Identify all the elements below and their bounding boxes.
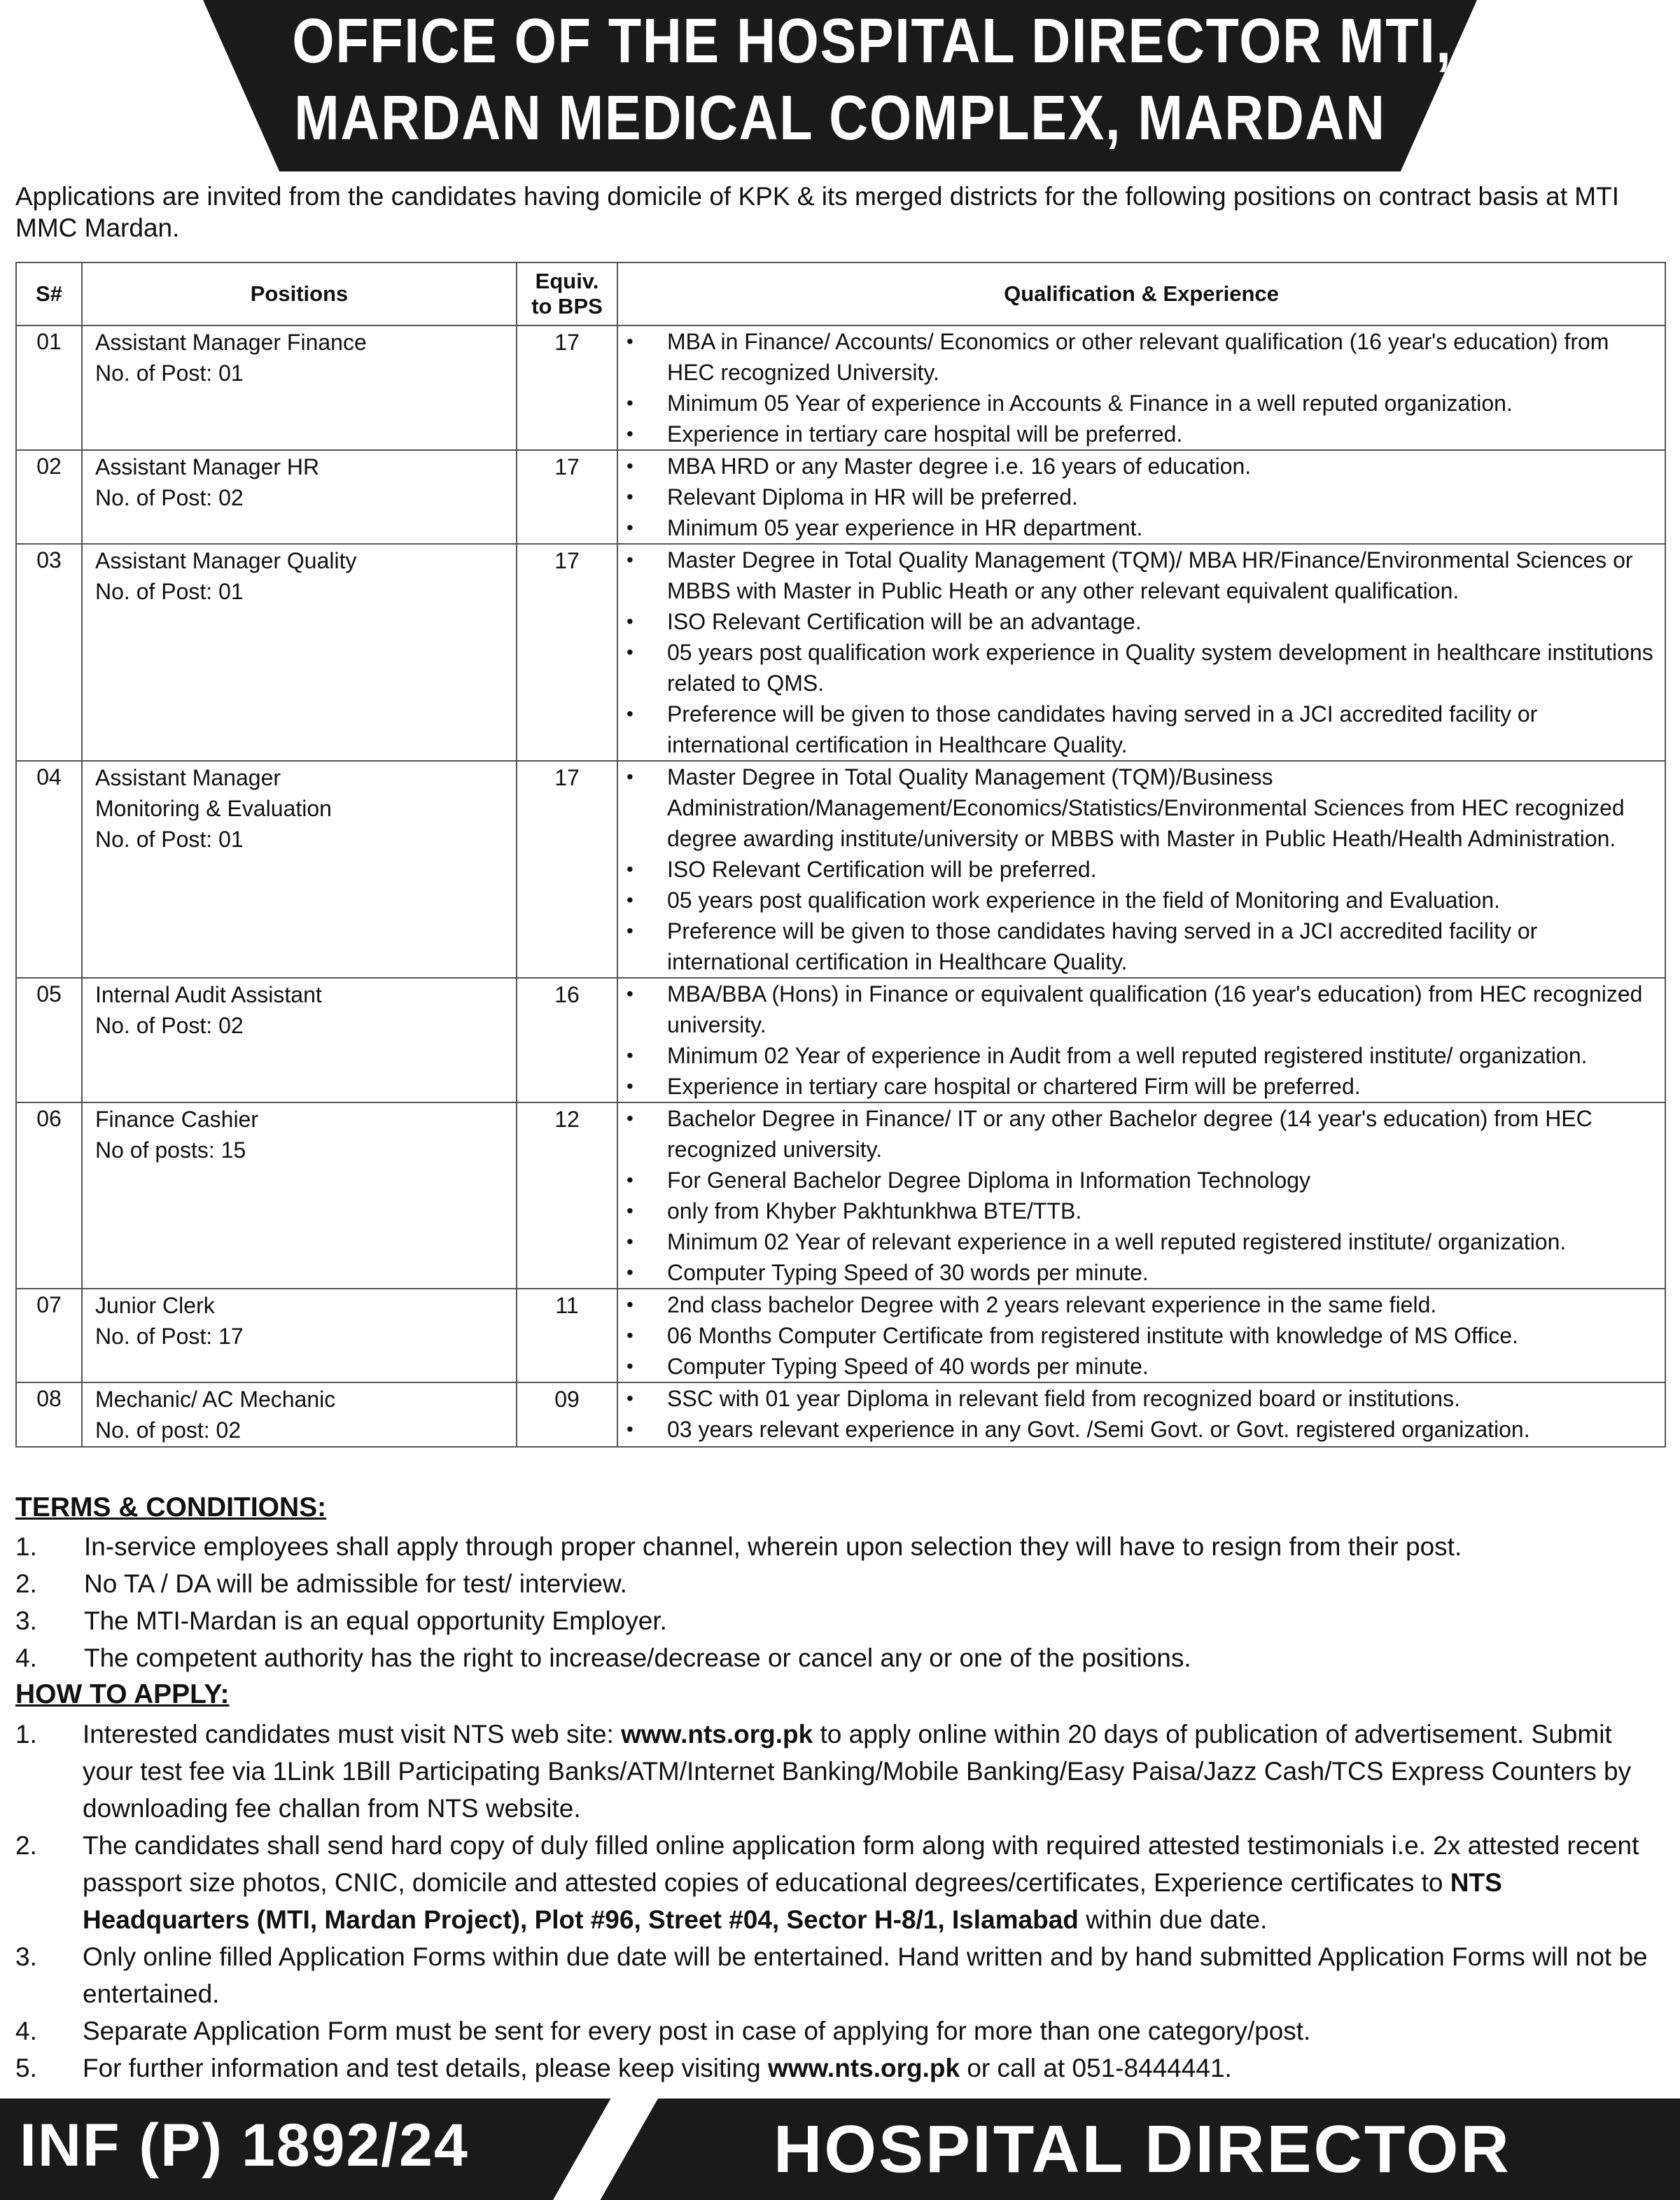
list-item: • Minimum 05 year experience in HR department. <box>667 512 1665 543</box>
position-title: Internal Audit Assistant <box>95 982 322 1007</box>
item-number: 1. <box>15 1532 37 1561</box>
list-item <box>15 1716 1667 1827</box>
header-positions: Positions <box>82 262 517 325</box>
nts-website-link[interactable]: www.nts.org.pk <box>621 1720 813 1749</box>
table-row <box>16 1102 1665 1289</box>
list-item <box>15 2050 1667 2087</box>
header-bps-line1: Equiv. <box>535 269 599 293</box>
intro-paragraph: Applications are invited from the candidates having domicile of KPK & its merged districts for the following positions on contract basis at MTI MMC Mardan. <box>15 182 1619 242</box>
position-posts: No. of Post: 01 <box>95 827 244 852</box>
header-banner <box>203 0 1477 171</box>
item-number: 4. <box>15 1644 37 1672</box>
apply-list <box>15 1716 1667 2087</box>
row-bps: 11 <box>517 1289 617 1382</box>
list-item: • Bachelor Degree in Finance/ IT or any other Bachelor degree (14 year's education) from HEC recognized university. <box>667 1103 1665 1165</box>
row-qualifications <box>617 1102 1665 1289</box>
item-number: 3. <box>15 1606 37 1635</box>
row-bps: 16 <box>517 978 617 1102</box>
item-text: Separate Application Form must be sent for every post in case of applying for more than one category/post. <box>83 2017 1311 2045</box>
list-item: • MBA/BBA (Hons) in Finance or equivalent qualification (16 year's education) from HEC recognized university. <box>667 979 1665 1040</box>
row-sno: 04 <box>16 761 82 978</box>
position-title: Assistant Manager Quality <box>95 548 357 573</box>
row-position <box>82 544 517 761</box>
list-item: • SSC with 01 year Diploma in relevant field from recognized board or institutions. <box>667 1383 1665 1414</box>
position-posts: No. of Post: 02 <box>95 1013 244 1038</box>
row-bps: 17 <box>517 544 617 761</box>
list-item <box>15 1827 1667 1938</box>
list-item: • 05 years post qualification work experience in Quality system development in healthcare institutions related to QMS. <box>667 637 1665 699</box>
list-item: • Master Degree in Total Quality Management (TQM)/ MBA HR/Finance/Environmental Sciences or MBBS with Master in Public Heath or any other relevant equivalent qualification. <box>667 545 1665 606</box>
item-text: The candidates shall send hard copy of duly filled online application form along with required attested testimonials i.e. 2x attested recent passport size photos, CNIC, domicile and attested copies of educational degrees/certificates, Experience certificates to <box>83 1831 1639 1897</box>
item-text: to apply online within 20 days of publication of advertisement. Submit your test fee via 1Link 1Bill Participating Banks/ATM/Internet Banking/Mobile Banking/Easy Paisa/Jazz Cash/TCS Express Counters by downloading fee challan from NTS website. <box>83 1720 1632 1823</box>
apply-title: HOW TO APPLY: <box>15 1679 230 1709</box>
header-qualification: Qualification & Experience <box>617 262 1665 325</box>
list-item: • Computer Typing Speed of 30 words per minute. <box>667 1257 1665 1288</box>
header-title-line2: MARDAN MEDICAL COMPLEX, MARDAN <box>294 83 1386 153</box>
row-sno: 02 <box>16 450 82 544</box>
item-text: within due date. <box>1078 1905 1268 1934</box>
header-title-line1: OFFICE OF THE HOSPITAL DIRECTOR MTI, <box>292 6 1452 76</box>
list-item: • Preference will be given to those candidates having served in a JCI accredited facility or international certification in Healthcare Quality. <box>667 699 1665 760</box>
position-title: Assistant Manager Finance <box>95 330 367 355</box>
position-title: Assistant Manager <box>95 765 281 790</box>
header-sno: S# <box>16 262 82 325</box>
item-number: 2. <box>15 1569 37 1598</box>
position-title: Junior Clerk <box>95 1293 215 1318</box>
reference-number: INF (P) 1892/24 <box>20 2112 469 2179</box>
header-bps <box>517 262 617 325</box>
row-qualifications <box>617 325 1665 450</box>
list-item: • Minimum 02 Year of experience in Audit from a well reputed registered institute/ organization. <box>667 1040 1665 1071</box>
table-row <box>16 761 1665 978</box>
item-text: Interested candidates must visit NTS web site: <box>83 1720 622 1749</box>
list-item <box>15 1528 1667 1565</box>
row-sno: 07 <box>16 1289 82 1382</box>
list-item: • MBA in Finance/ Accounts/ Economics or other relevant qualification (16 year's education) from HEC recognized University. <box>667 326 1665 388</box>
list-item: • 03 years relevant experience in any Govt. /Semi Govt. or Govt. registered organization. <box>667 1414 1665 1445</box>
position-title: Assistant Manager HR <box>95 454 320 479</box>
terms-list <box>15 1528 1667 1676</box>
list-item <box>15 1639 1667 1676</box>
row-sno: 06 <box>16 1102 82 1289</box>
list-item: • Relevant Diploma in HR will be preferred. <box>667 482 1665 512</box>
header-bps-line2: to BPS <box>531 294 603 318</box>
list-item: • For General Bachelor Degree Diploma in Information Technology <box>667 1165 1665 1196</box>
row-qualifications <box>617 978 1665 1102</box>
list-item: • Preference will be given to those candidates having served in a JCI accredited facility or international certification in Healthcare Quality. <box>667 916 1665 977</box>
table-row <box>16 1382 1665 1447</box>
row-bps: 17 <box>517 761 617 978</box>
row-bps: 17 <box>517 325 617 450</box>
row-qualifications <box>617 1382 1665 1447</box>
item-number: 2. <box>15 1831 37 1860</box>
item-text: The competent authority has the right to increase/decrease or cancel any or one of the positions. <box>84 1644 1191 1672</box>
row-bps: 12 <box>517 1102 617 1289</box>
list-item <box>15 2012 1667 2050</box>
row-sno: 01 <box>16 325 82 450</box>
position-posts: No. of Post: 17 <box>95 1324 244 1349</box>
list-item: • Experience in tertiary care hospital will be preferred. <box>667 419 1665 449</box>
item-number: 4. <box>15 2017 37 2045</box>
item-text: or call at 051-8444441. <box>960 2054 1232 2082</box>
row-sno: 05 <box>16 978 82 1102</box>
row-position <box>82 1289 517 1382</box>
table-row <box>16 325 1665 450</box>
row-position <box>82 761 517 978</box>
position-title: Mechanic/ AC Mechanic <box>95 1387 336 1412</box>
row-qualifications <box>617 544 1665 761</box>
row-position <box>82 1382 517 1447</box>
row-bps: 09 <box>517 1382 617 1447</box>
item-text: Only online filled Application Forms within due date will be entertained. Hand written and by hand submitted Application Forms will not be entertained. <box>83 1942 1648 2008</box>
list-item: • 06 Months Computer Certificate from registered institute with knowledge of MS Office. <box>667 1320 1665 1351</box>
terms-title: TERMS & CONDITIONS: <box>15 1492 327 1522</box>
row-position <box>82 978 517 1102</box>
item-text: For further information and test details, please keep visiting <box>83 2054 768 2082</box>
row-bps: 17 <box>517 450 617 544</box>
footer-banner <box>0 2099 1680 2200</box>
item-number: 3. <box>15 1942 37 1971</box>
position-posts: No. of post: 02 <box>95 1417 241 1443</box>
table-row <box>16 544 1665 761</box>
list-item: • only from Khyber Pakhtunkhwa BTE/TTB. <box>667 1196 1665 1226</box>
table-row <box>16 1289 1665 1382</box>
list-item: • 05 years post qualification work experience in the field of Monitoring and Evaluation. <box>667 885 1665 916</box>
table-header-row <box>16 262 1665 325</box>
position-subtitle: Monitoring & Evaluation <box>95 796 332 821</box>
list-item <box>15 1565 1667 1602</box>
row-qualifications <box>617 1289 1665 1382</box>
position-posts: No. of Post: 01 <box>95 360 244 386</box>
item-text: No TA / DA will be admissible for test/ interview. <box>84 1569 627 1598</box>
list-item <box>15 1938 1667 2012</box>
item-number: 1. <box>15 1720 37 1749</box>
row-sno: 03 <box>16 544 82 761</box>
table-row <box>16 978 1665 1102</box>
row-qualifications <box>617 450 1665 544</box>
signatory: HOSPITAL DIRECTOR <box>774 2112 1511 2187</box>
item-text: In-service employees shall apply through proper channel, wherein upon selection they will have to resign from their post. <box>84 1532 1462 1561</box>
list-item: • Master Degree in Total Quality Management (TQM)/Business Administration/Management/Economics/Statistics/Environmental Sciences from HEC recognized degree awarding institute/university or MBBS with Master in Public Heath/Health Administration. <box>667 762 1665 854</box>
item-number: 5. <box>15 2054 37 2082</box>
list-item: • Minimum 05 Year of experience in Accounts & Finance in a well reputed organization. <box>667 388 1665 419</box>
list-item: • Minimum 02 Year of relevant experience in a well reputed registered institute/ organization. <box>667 1226 1665 1257</box>
position-posts: No. of Post: 02 <box>95 485 244 510</box>
list-item <box>15 1602 1667 1639</box>
list-item: • Experience in tertiary care hospital or chartered Firm will be preferred. <box>667 1071 1665 1102</box>
row-position <box>82 450 517 544</box>
list-item: • ISO Relevant Certification will be preferred. <box>667 854 1665 885</box>
nts-address: NTS Headquarters (MTI, Mardan Project), Plot #96, Street #04, Sector H-8/1, Islamabad <box>83 1868 1502 1934</box>
item-text: The MTI-Mardan is an equal opportunity Employer. <box>84 1606 667 1635</box>
position-posts: No of posts: 15 <box>95 1137 246 1163</box>
position-posts: No. of Post: 01 <box>95 579 244 604</box>
row-sno: 08 <box>16 1382 82 1447</box>
row-qualifications <box>617 761 1665 978</box>
row-position <box>82 1102 517 1289</box>
list-item: • MBA HRD or any Master degree i.e. 16 years of education. <box>667 451 1665 482</box>
table-row <box>16 450 1665 544</box>
list-item: • Computer Typing Speed of 40 words per minute. <box>667 1351 1665 1382</box>
position-title: Finance Cashier <box>95 1107 258 1132</box>
positions-table <box>15 262 1666 1448</box>
row-position <box>82 325 517 450</box>
list-item: • 2nd class bachelor Degree with 2 years relevant experience in the same field. <box>667 1289 1665 1320</box>
nts-website-link[interactable]: www.nts.org.pk <box>767 2054 960 2082</box>
list-item: • ISO Relevant Certification will be an advantage. <box>667 606 1665 637</box>
